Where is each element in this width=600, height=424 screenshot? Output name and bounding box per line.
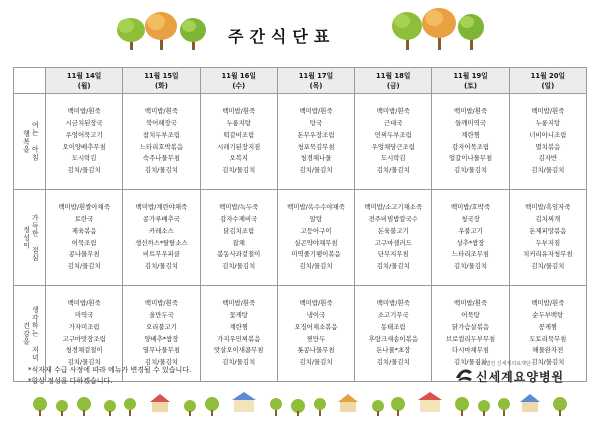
menu-item: 백미밥/흰죽 [531,299,565,308]
house-icon [338,394,358,412]
menu-item: 백미밥/흰죽 [376,299,410,308]
menu-item: 돈무우장조림 [297,130,335,139]
day-header: 11월 14일 (월) [46,68,123,94]
menu-item: 민찌두부조림 [374,130,412,139]
menu-item: 느타리호박볶음 [139,142,184,151]
menu-item: 백미밥/흰죽 [299,107,333,116]
menu-item: 오복지 [229,154,248,163]
menu-item: 시금치된장국 [65,118,103,127]
menu-item: 다시마채무침 [452,346,490,355]
page-title: 주간식단표 [228,27,336,46]
menu-item: 김치/물김치 [454,262,488,271]
menu-item: 김치/물김치 [144,166,178,175]
menu-item: 단무지무침 [377,250,409,259]
menu-cell [355,286,432,382]
menu-item: 김치/물김치 [531,358,565,367]
menu-item: 어묵탕 [461,310,480,319]
menu-item: 동태조림 [380,322,406,331]
menu-item: 누룽지탕 [226,118,252,127]
menu-cell [200,190,277,286]
day-header: 11월 20일 (일) [509,68,586,94]
menu-item: 닭김치조림 [223,226,255,235]
menu-item: 백미밥/흑임자죽 [525,203,571,212]
menu-item: 제육볶음 [71,226,97,235]
menu-item: 김치/물김치 [376,358,410,367]
menu-item: 백미밥/흰죽 [144,299,178,308]
menu-item: 봄동사과겉절이 [217,250,261,259]
menu-item: 얼갈이나물무침 [448,154,493,163]
day-header: 11월 19일 (토) [432,68,509,94]
menu-item: 백미밥/옥수수야채죽 [287,203,345,212]
menu-item: 오리불고기 [145,322,177,331]
menu-item: 김치/물김치 [376,166,410,175]
menu-item: 톳콩나물무침 [297,346,335,355]
menu-item: 백미밥/흰죽 [67,299,101,308]
menu-cell [277,286,354,382]
menu-item: 멸치볶음 [535,142,561,151]
meal-label-inner: 생각하는 저녁 [30,305,39,362]
menu-item: 김치/물김치 [222,262,256,271]
menu-item: 떡갈비조림 [223,130,255,139]
day-header: 11월 16일 (수) [200,68,277,94]
house-icon [418,392,442,412]
menu-item: 너비아니조림 [529,130,567,139]
menu-item: 가자미조림 [68,322,100,331]
page-header [0,0,600,62]
day-header: 11월 15일 (화) [123,68,200,94]
meal-label-outer: 정성이 [21,225,30,250]
menu-cell [123,94,200,190]
menu-item: 청국장 [461,214,480,223]
menu-item: 백미밥/흰쌀아채죽 [58,203,110,212]
menu-item: 계란찜 [461,130,480,139]
menu-item: 치커리유자청무침 [523,250,573,259]
menu-item: 김치/물김치 [67,262,101,271]
menu-item: 실곤약야채무침 [294,238,338,247]
menu-item: 숙주나물무침 [142,154,180,163]
menu-item: 누룽지탕 [535,118,561,127]
menu-item: 닭가슴살볶음 [452,322,490,331]
menu-cell [200,94,277,190]
menu-item: 김치/물김치 [299,358,333,367]
menu-cell [509,94,586,190]
menu-cell [355,190,432,286]
menu-item: 꽃게탕 [229,310,248,319]
menu-item: 가지우민찌볶음 [217,334,261,343]
menu-item: 김치/물김치 [531,262,565,271]
menu-item: 오이양배추무침 [62,142,106,151]
menu-item: 백미밥/녹두죽 [219,203,259,212]
menu-item: 백미밥/흰죽 [144,107,178,116]
house-icon [520,394,540,412]
menu-item: 양배추*쌈장 [144,334,179,343]
menu-item: 고등어구이 [300,226,332,235]
menu-item: 김치/물김치 [376,262,410,271]
menu-item: 감자어묵조림 [452,142,490,151]
menu-item: 김치/물김치 [454,358,488,367]
menu-item: 두부지짐 [535,238,561,247]
menu-item: 청경채나물 [300,154,332,163]
menu-item: 고구마맛장조림 [62,334,106,343]
menu-item: 김자반 [538,154,558,163]
menu-item: 백미밥/소고기채소죽 [364,203,423,212]
menu-item: 고구마샐러드 [374,238,412,247]
menu-item: 들깨미역국 [455,118,486,127]
meal-label-inner: 가득한 점심 [30,213,39,262]
menu-item: 우엉어묵고기 [65,130,103,139]
menu-item: 열무나물무침 [142,346,180,355]
meal-label-outer: 건강을 [21,321,30,346]
menu-item: 찐만두 [306,334,326,343]
menu-item: 순두부백탕 [532,310,564,319]
menu-item: 청포묵김무침 [297,142,335,151]
menu-item: 도시락김 [380,154,406,163]
menu-item: 미역국 [74,310,94,319]
menu-item: 미역줄기팽이볶음 [291,250,341,259]
menu-item: 백미밥/흰죽 [222,299,256,308]
footer-village-decoration [0,388,600,424]
menu-item: 김치/물김치 [454,166,488,175]
tree-decoration-right [384,6,494,52]
menu-item: 백미밥/흰죽 [222,107,256,116]
menu-item: 계란찜 [229,322,248,331]
table-header-row [14,68,587,94]
menu-item: 잡채 [232,238,245,247]
menu-item: 비트무우피클 [142,250,180,259]
menu-item: 우엉채당근조림 [371,142,415,151]
menu-item: 콩가루배추국 [142,214,180,223]
notes [28,365,191,387]
menu-item: 후랑크새송이볶음 [368,334,418,343]
menu-item: 도시락김 [71,154,97,163]
menu-item: 토란국 [74,214,94,223]
menu-cell [509,190,586,286]
menu-cell [277,190,354,286]
menu-item: 탕국 [309,118,323,127]
day-header: 11월 17일 (목) [277,68,354,94]
menu-item: 감자수제비국 [220,214,258,223]
menu-item: 김치/물김치 [299,166,333,175]
menu-item: 김치/물김치 [531,166,565,175]
menu-item: 알탕 [309,214,323,223]
meal-label [14,94,46,190]
menu-cell [432,190,509,286]
note-line: *식자재 수급 사정에 따라 메뉴가 변경될 수 있습니다. [28,366,192,374]
menu-item: 냉이국 [306,310,326,319]
menu-item: 느타리조무침 [452,250,490,259]
menu-item: 김치/물김치 [222,166,256,175]
menu-item: 김치/물김치 [299,262,333,271]
menu-item: 백미밥/흰죽 [454,299,488,308]
menu-item: 올만두국 [149,310,174,319]
menu-item: 어묵조림 [71,238,97,247]
menu-item: 청경채겉절이 [65,346,103,355]
menu-item: 백미밥/흰죽 [67,107,101,116]
meal-label [14,190,46,286]
menu-item: 생선까스*탈탈소스 [135,238,188,247]
menu-item: 도토리묵무침 [529,334,567,343]
menu-item: 카레소스 [149,226,174,235]
menu-item: 시래기된장지짐 [217,142,261,151]
house-icon [150,394,170,412]
meal-label-outer: 행복을 [21,129,30,154]
logo-subtitle: 의료법인 신세계의료재단 [476,361,531,367]
menu-item: 백미밥/계란야채죽 [135,203,188,212]
menu-item: 돈제피망볶음 [529,226,567,235]
menu-item: 맛살오이새콤무침 [214,346,264,355]
menu-item: 참치두부조림 [142,130,180,139]
menu-cell [277,94,354,190]
menu-item: 김치찌개 [535,214,561,223]
menu-cell [355,94,432,190]
weekly-menu-table [13,67,587,382]
table-corner [14,68,46,94]
menu-item: 전주비빔밥칼국수 [368,214,418,223]
tree-icon [33,397,567,413]
menu-cell [46,94,123,190]
menu-item: 백미밥/흰죽 [454,107,488,116]
hospital-logo [452,360,592,386]
menu-item: 김치/물김치 [67,166,101,175]
menu-item: 백미밥/흰죽 [531,107,565,116]
menu-item: 김치/물김치 [222,358,256,367]
menu-cell [123,190,200,286]
menu-item: 돈육불고기 [377,226,409,235]
logo-mark-icon [454,366,474,382]
menu-cell [432,94,509,190]
menu-item: 백미밥/흰죽 [376,107,410,116]
meal-label-inner: 여는 아침 [30,121,39,162]
menu-item: 돈나물*초장 [376,346,411,355]
menu-cell [200,286,277,382]
note-line: *항상 정성을 다하겠습니다. [28,377,113,385]
tree-decoration-left [108,10,218,52]
menu-item: 김치/물김치 [144,262,178,271]
day-header: 11월 18일 (금) [355,68,432,94]
menu-item: 백미밥/흰죽 [299,299,333,308]
logo-name: 신세계요양병원 [476,370,565,384]
menu-item: 우불고기 [458,226,483,235]
meal-row [14,190,587,286]
menu-item: 북어해장국 [145,118,177,127]
menu-item: 해물완자전 [532,346,564,355]
house-icon [232,392,256,412]
menu-item: 근대국 [384,118,403,127]
menu-item: 브로컬리두부무침 [445,334,496,343]
menu-item: 상추*쌈장 [456,238,485,247]
menu-item: 꽁게찜 [538,322,558,331]
menu-item: 소고기무국 [377,310,409,319]
menu-item: 콩나물무침 [68,250,100,259]
menu-cell [46,190,123,286]
menu-item: 김치/물김치 [67,358,101,367]
meal-row [14,94,587,190]
menu-item: 백미밥/호박죽 [450,203,491,212]
menu-item: 오징어채소볶음 [294,322,338,331]
menu-item: 김치/물김치 [144,358,178,367]
